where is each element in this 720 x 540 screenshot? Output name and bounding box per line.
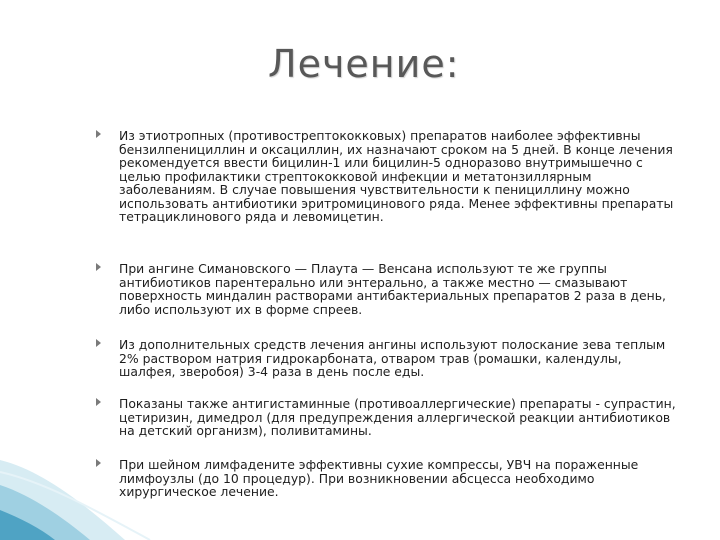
bullet-item: [119, 262, 679, 316]
triangle-bullet-icon: [96, 263, 101, 271]
bullet-item: [119, 397, 679, 438]
wave-decoration: [0, 430, 170, 540]
triangle-bullet-icon: [96, 398, 101, 406]
triangle-bullet-icon: [96, 130, 101, 138]
bullet-text: При ангине Симановского — Плаута — Венсана используют те же группы антибиотиков парентерально или энтерально, а также местно — смазывают поверхность миндалин растворами антибактериальных препаратов 2 раза в день, либо используют их в форме спреев.: [119, 261, 666, 317]
bullet-text: Из этиотропных (противострептококковых) препаратов наиболее эффективны бензилпенициллин и оксациллин, их назначают сроком на 5 дней. В конце лечения рекомендуется ввести бицилин-1 или бицилин-5 одноразово внутримышечно с целью профилактики стрептококковой инфекции и метатонзиллярным заболеваниям. В случае повышения чувствительности к пенициллину можно использовать антибиотики эритромицинового ряда. Менее эффективны препараты тетрациклинового ряда и левомицетин.: [119, 128, 674, 224]
bullet-text: При шейном лимфадените эффективны сухие компрессы, УВЧ на пораженные лимфоузлы (до 10 процедур). При возникновении абсцесса необходимо хирургическое лечение.: [119, 457, 639, 499]
bullet-item: [119, 458, 679, 499]
bullet-text: Показаны также антигистаминные (противоаллергические) препараты - супрастин, цетиризин, димедрол (для предупреждения аллергической реакции антибиотиков на детский организм), поливитамины.: [119, 396, 676, 438]
bullet-item: [119, 338, 679, 379]
slide-title: Лечение:: [268, 42, 460, 86]
bullet-text: Из дополнительных средств лечения ангины используют полоскание зева теплым 2% раствором натрия гидрокарбоната, отваром трав (ромашки, календулы, шалфея, зверобоя) 3-4 раза в день после еды.: [119, 337, 666, 379]
triangle-bullet-icon: [96, 339, 101, 347]
bullet-item: [119, 129, 679, 224]
